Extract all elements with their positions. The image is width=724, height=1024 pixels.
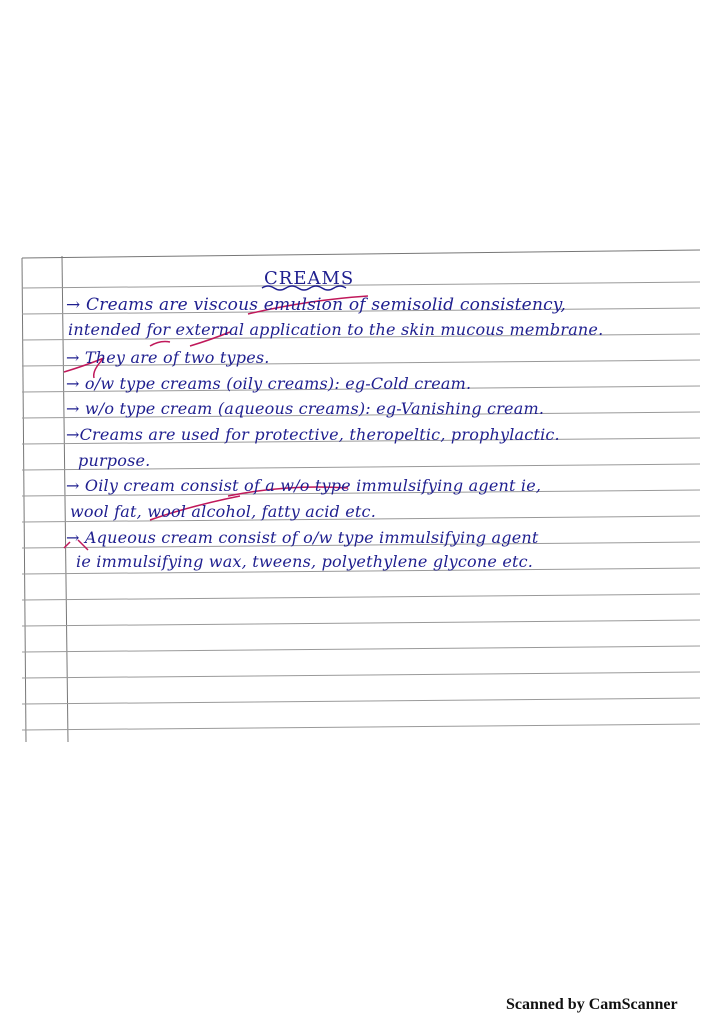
note-line-6: →Creams are used for protective, theropeltic, prophylactic.	[66, 425, 560, 444]
page-left-edge	[22, 258, 26, 742]
note-line-9: wool fat, wool alcohol, fatty acid etc.	[70, 502, 377, 521]
note-line-3: → They are of two types.	[66, 348, 270, 367]
note-line-1: → Creams are viscous emulsion of semisolid consistency,	[66, 295, 566, 315]
note-line-8: → Oily cream consist of a w/o type immulsifying agent ie,	[66, 476, 542, 495]
note-line-4: → o/w type creams (oily creams): eg-Cold cream.	[66, 374, 472, 393]
note-line-2: intended for external application to the skin mucous membrane.	[68, 320, 604, 339]
scanner-watermark: Scanned by CamScanner	[506, 996, 678, 1013]
note-line-10: → Aqueous cream consist of o/w type immulsifying agent	[66, 528, 539, 547]
note-line-5: → w/o type cream (aqueous creams): eg-Vanishing cream.	[66, 399, 545, 418]
notes-title: CREAMS	[264, 268, 355, 289]
note-line-7: purpose.	[78, 451, 151, 470]
note-line-11: ie immulsifying wax, tweens, polyethylene glycone etc.	[76, 552, 534, 571]
page-top-edge	[22, 250, 700, 258]
